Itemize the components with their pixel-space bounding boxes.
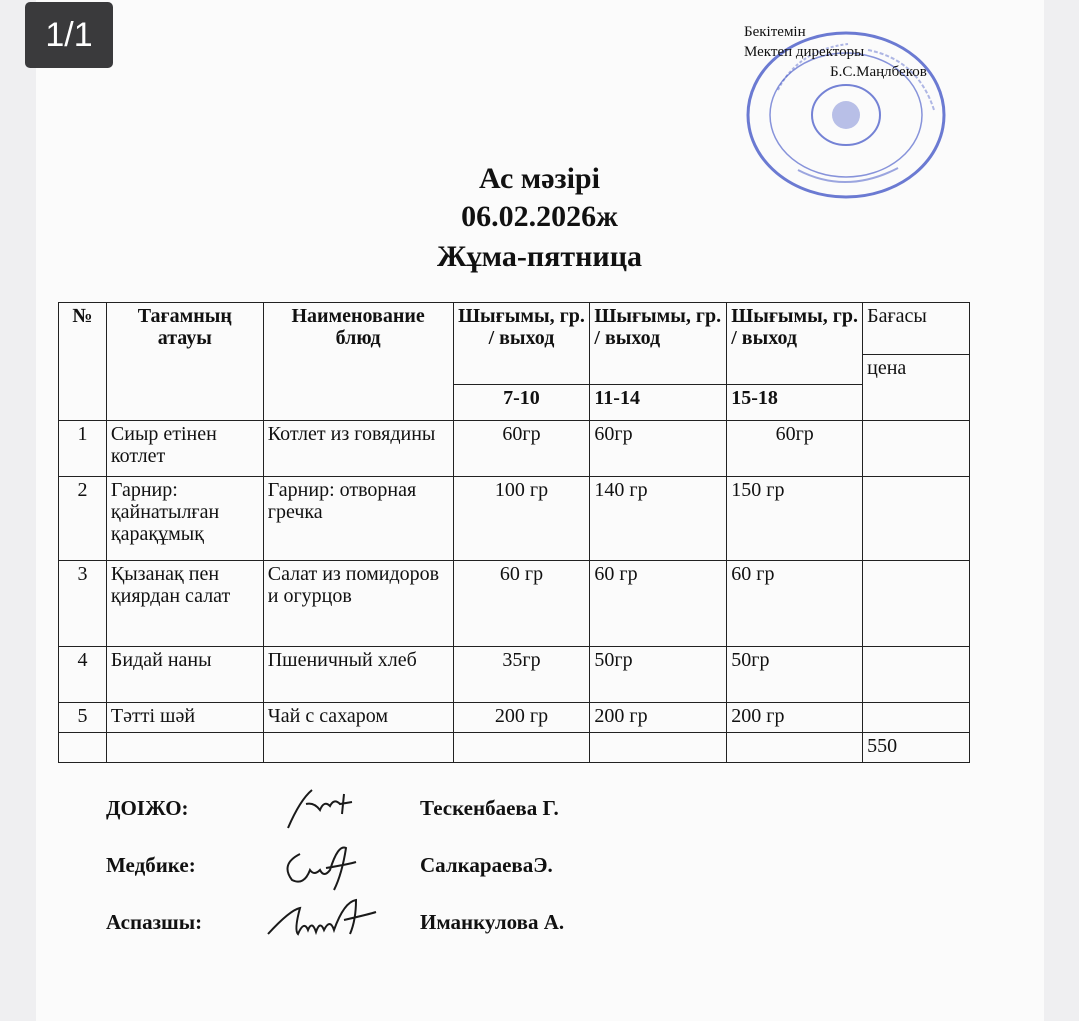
header-num: № (59, 303, 107, 421)
row-yield-2: 200 гр (590, 703, 727, 733)
row-name-kz: Тәтті шәй (106, 703, 263, 733)
row-yield-2: 140 гр (590, 477, 727, 561)
row-price (863, 561, 970, 647)
header-yield-1: Шығымы, гр. / выход (453, 303, 590, 385)
row-num: 4 (59, 647, 107, 703)
signature-role-3: Аспазшы: (106, 910, 203, 934)
row-yield-1: 35гр (453, 647, 590, 703)
menu-title: Ас мәзірі (479, 162, 600, 195)
header-yield-3: Шығымы, гр. / выход (727, 303, 863, 385)
row-num: 3 (59, 561, 107, 647)
header-age-1: 7-10 (453, 385, 590, 421)
total-price: 550 (863, 733, 970, 763)
header-yield-2: Шығымы, гр. / выход (590, 303, 727, 385)
row-yield-3: 50гр (727, 647, 863, 703)
signature-role-1: ДОІЖО: (106, 796, 189, 820)
handwritten-signature-1 (260, 780, 380, 840)
row-name-kz: Бидай наны (106, 647, 263, 703)
row-yield-3: 60гр (727, 421, 863, 477)
approval-line-1: Бекітемін (744, 24, 806, 40)
row-num: 5 (59, 703, 107, 733)
row-num: 2 (59, 477, 107, 561)
row-yield-3: 200 гр (727, 703, 863, 733)
row-name-ru: Пшеничный хлеб (263, 647, 453, 703)
row-yield-2: 60 гр (590, 561, 727, 647)
row-num: 1 (59, 421, 107, 477)
row-name-ru: Чай с сахаром (263, 703, 453, 733)
table-row (59, 477, 970, 561)
row-name-ru: Котлет из говядины (263, 421, 453, 477)
row-price (863, 703, 970, 733)
table-row (59, 421, 970, 477)
row-yield-2: 50гр (590, 647, 727, 703)
row-yield-1: 60 гр (453, 561, 590, 647)
header-name-kz: Тағамның атауы (106, 303, 263, 421)
row-name-kz: Сиыр етінен котлет (106, 421, 263, 477)
row-yield-2: 60гр (590, 421, 727, 477)
row-price (863, 647, 970, 703)
row-yield-1: 100 гр (453, 477, 590, 561)
header-price-kz: Бағасы (863, 303, 970, 355)
row-price (863, 477, 970, 561)
menu-date: 06.02.2026ж (461, 200, 618, 233)
signature-name-3: Иманкулова А. (420, 910, 565, 934)
total-row (59, 733, 970, 763)
approval-block (744, 22, 927, 82)
signature-name-1: Тескенбаева Г. (420, 796, 559, 820)
row-name-ru: Гарнир: отворная гречка (263, 477, 453, 561)
row-yield-1: 200 гр (453, 703, 590, 733)
row-name-kz: Қызанақ пен қиярдан салат (106, 561, 263, 647)
header-age-3: 15-18 (727, 385, 863, 421)
table-row (59, 561, 970, 647)
page-counter-badge: 1/1 (25, 2, 113, 68)
signature-role-2: Медбике: (106, 853, 196, 877)
handwritten-signature-3 (260, 890, 380, 950)
header-age-2: 11-14 (590, 385, 727, 421)
signature-name-2: СалкараеваЭ. (420, 853, 553, 877)
row-yield-1: 60гр (453, 421, 590, 477)
table-row (59, 647, 970, 703)
handwritten-signature-2 (260, 834, 380, 894)
header-name-ru: Наименование блюд (263, 303, 453, 421)
table-row (59, 703, 970, 733)
header-price-ru: цена (863, 355, 970, 421)
row-name-ru: Салат из помидоров и огурцов (263, 561, 453, 647)
row-price (863, 421, 970, 477)
row-yield-3: 60 гр (727, 561, 863, 647)
menu-table (58, 302, 970, 763)
menu-day: Жұма-пятница (437, 240, 642, 273)
approval-line-2: Мектеп директоры (744, 44, 865, 60)
row-yield-3: 150 гр (727, 477, 863, 561)
approval-director-name: Б.С.Маңлбеков (830, 64, 927, 80)
row-name-kz: Гарнир: қайнатылған қарақұмық (106, 477, 263, 561)
